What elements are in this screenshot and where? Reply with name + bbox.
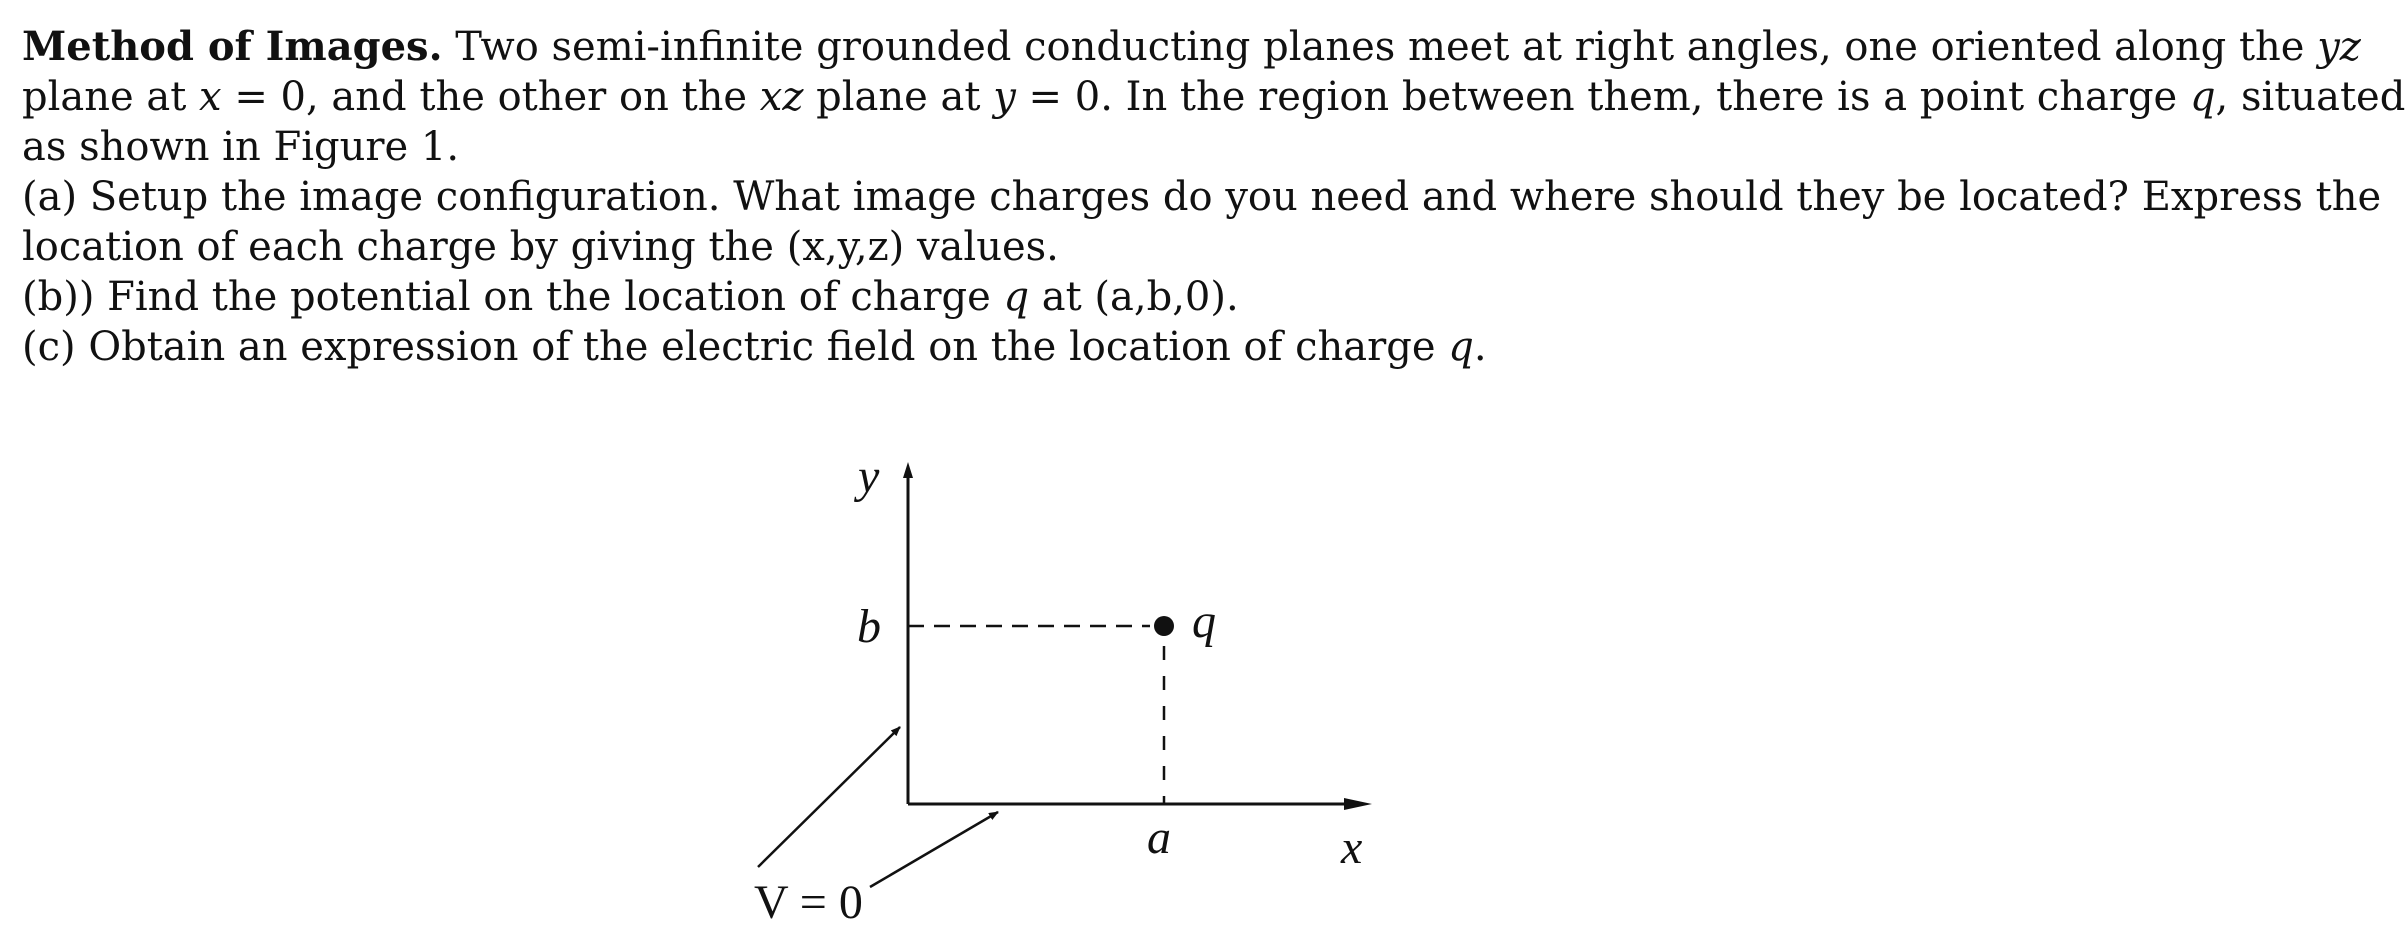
math-q-part-c: q bbox=[1448, 324, 1474, 370]
problem-line-3: as shown in Figure 1. bbox=[22, 124, 460, 170]
potential-arrow-to-xz-plane bbox=[870, 812, 998, 887]
line-1-content bbox=[22, 22, 2361, 72]
part-c-text-2: . bbox=[1473, 324, 1487, 370]
part-a-line-1 bbox=[22, 172, 2382, 222]
math-q-part-b: q bbox=[1003, 274, 1030, 320]
part-c-line bbox=[22, 322, 2170, 372]
b-label: b bbox=[857, 600, 881, 653]
problem-line-2 bbox=[22, 72, 2405, 122]
problem-statement bbox=[22, 22, 2405, 372]
problem-title: Method of Images. bbox=[22, 23, 443, 70]
math-q-intro: q bbox=[2189, 74, 2216, 120]
intro-eq-2: = 0. In the region between them, there is a point charge bbox=[1015, 74, 2178, 120]
math-xz: xz bbox=[759, 74, 804, 120]
intro-text-2a: plane at bbox=[22, 74, 187, 120]
math-yz: yz bbox=[2317, 24, 2361, 70]
x-axis-arrowhead bbox=[1344, 798, 1372, 810]
intro-situated: , situated bbox=[2215, 74, 2405, 120]
part-b-text-1: (b)) Find the potential on the location of charge bbox=[22, 274, 991, 320]
intro-eq-1: = 0, and the other on the bbox=[221, 74, 748, 120]
part-c-text-1: (c) Obtain an expression of the electric field on the location of charge bbox=[22, 324, 1436, 370]
potential-label: V = 0 bbox=[754, 876, 863, 929]
math-x: x bbox=[199, 74, 222, 120]
point-charge-q bbox=[1154, 616, 1174, 636]
y-axis-label: y bbox=[858, 450, 880, 503]
a-label: a bbox=[1147, 811, 1171, 864]
part-a-line-2: location of each charge by giving the (x,y,z) values. bbox=[22, 224, 1059, 270]
x-axis-label: x bbox=[1341, 821, 1363, 874]
part-a-text-1: (a) Setup the image configuration. What image charges do you need and where should they be located? Express the bbox=[22, 174, 2382, 220]
math-y: y bbox=[993, 74, 1016, 120]
intro-plane: plane at bbox=[816, 74, 981, 120]
part-b-text-2: at (a,b,0). bbox=[1029, 274, 1239, 320]
problem-line-1 bbox=[22, 22, 2361, 72]
intro-text-1: Two semi-infinite grounded conducting planes meet at right angles, one oriented along the bbox=[455, 24, 2305, 70]
charge-label-q: q bbox=[1192, 595, 1216, 648]
part-b-line bbox=[22, 272, 2170, 322]
line-2-content bbox=[22, 72, 2405, 122]
y-axis-arrowhead bbox=[903, 462, 913, 478]
potential-arrow-to-yz-plane bbox=[758, 727, 900, 867]
